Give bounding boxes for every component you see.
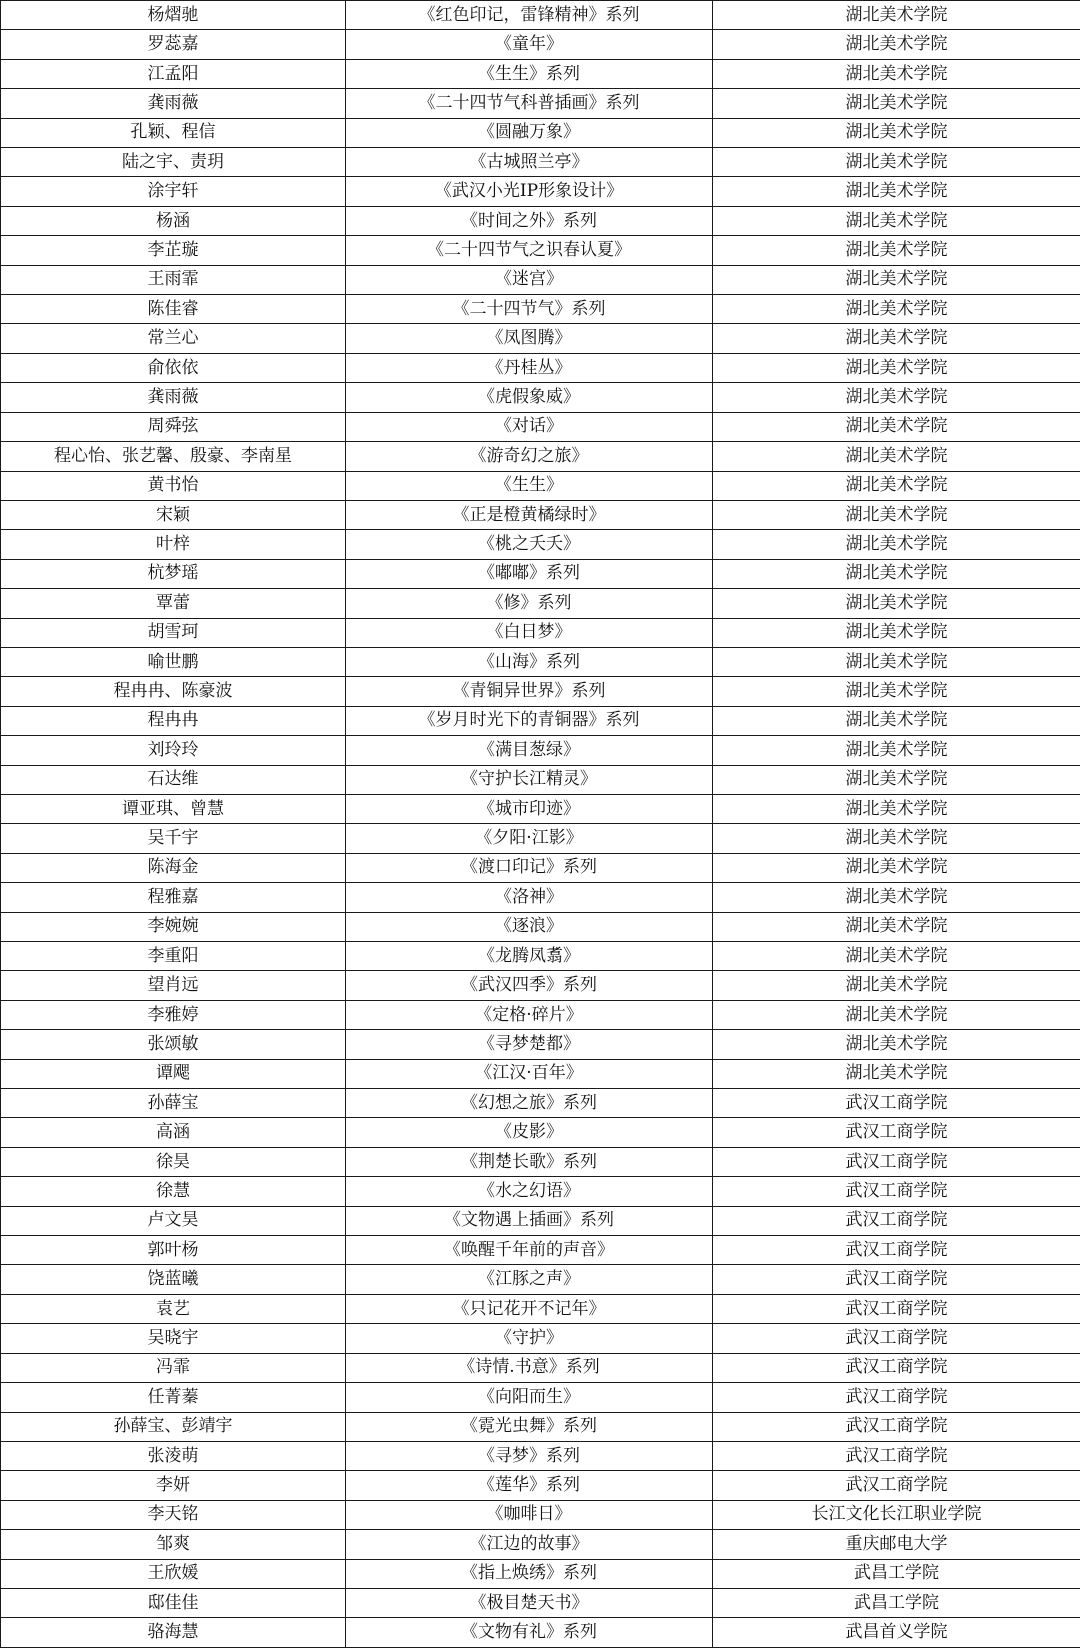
school-cell: 湖北美术学院 — [713, 383, 1080, 412]
work-title-cell: 《时间之外》系列 — [346, 206, 713, 235]
school-cell: 湖北美术学院 — [713, 559, 1080, 588]
work-title-cell: 《守护》 — [346, 1324, 713, 1353]
table-row — [1, 677, 1080, 706]
table-row — [1, 1206, 1080, 1235]
author-cell: 杭梦瑶 — [1, 559, 346, 588]
table-row — [1, 1412, 1080, 1441]
work-title-cell: 《江汉·百年》 — [346, 1059, 713, 1088]
school-cell: 武昌工学院 — [713, 1588, 1080, 1617]
work-title-cell: 《咖啡日》 — [346, 1500, 713, 1529]
work-title-cell: 《红色印记，雷锋精神》系列 — [346, 1, 713, 30]
author-cell: 李婉婉 — [1, 912, 346, 941]
author-cell: 郭叶杨 — [1, 1236, 346, 1265]
work-title-cell: 《莲华》系列 — [346, 1471, 713, 1500]
author-cell: 冯霏 — [1, 1353, 346, 1382]
author-cell: 涂宇轩 — [1, 177, 346, 206]
school-cell: 湖北美术学院 — [713, 236, 1080, 265]
author-cell: 龚雨薇 — [1, 383, 346, 412]
school-cell: 湖北美术学院 — [713, 1030, 1080, 1059]
table-row — [1, 383, 1080, 412]
author-cell: 喻世鹏 — [1, 647, 346, 676]
work-title-cell: 《生生》系列 — [346, 59, 713, 88]
table-row — [1, 1030, 1080, 1059]
table-row — [1, 1177, 1080, 1206]
work-title-cell: 《虎假象威》 — [346, 383, 713, 412]
school-cell: 武汉工商学院 — [713, 1236, 1080, 1265]
work-title-cell: 《向阳而生》 — [346, 1383, 713, 1412]
author-cell: 高涵 — [1, 1118, 346, 1147]
school-cell: 湖北美术学院 — [713, 706, 1080, 735]
author-cell: 饶蓝曦 — [1, 1265, 346, 1294]
table-row — [1, 442, 1080, 471]
work-title-cell: 《对话》 — [346, 412, 713, 441]
work-title-cell: 《凤图腾》 — [346, 324, 713, 353]
school-cell: 湖北美术学院 — [713, 618, 1080, 647]
table-row — [1, 1118, 1080, 1147]
work-title-cell: 《生生》 — [346, 471, 713, 500]
author-cell: 李重阳 — [1, 942, 346, 971]
author-cell: 卢文昊 — [1, 1206, 346, 1235]
school-cell: 武汉工商学院 — [713, 1265, 1080, 1294]
table-row — [1, 1059, 1080, 1088]
work-title-cell: 《水之幻语》 — [346, 1177, 713, 1206]
author-cell: 陈海金 — [1, 853, 346, 882]
school-cell: 长江文化长江职业学院 — [713, 1500, 1080, 1529]
work-title-cell: 《龙腾凤翥》 — [346, 942, 713, 971]
author-cell: 刘玲玲 — [1, 736, 346, 765]
work-title-cell: 《武汉四季》系列 — [346, 971, 713, 1000]
author-cell: 陆之宇、责玥 — [1, 148, 346, 177]
table-row — [1, 353, 1080, 382]
work-title-cell: 《满目葱绿》 — [346, 736, 713, 765]
author-cell: 杨涵 — [1, 206, 346, 235]
author-cell: 俞依依 — [1, 353, 346, 382]
author-cell: 邸佳佳 — [1, 1588, 346, 1617]
work-title-cell: 《岁月时光下的青铜器》系列 — [346, 706, 713, 735]
work-title-cell: 《寻梦》系列 — [346, 1441, 713, 1470]
work-title-cell: 《夕阳·江影》 — [346, 824, 713, 853]
table-row — [1, 1236, 1080, 1265]
school-cell: 湖北美术学院 — [713, 794, 1080, 823]
author-cell: 龚雨薇 — [1, 89, 346, 118]
work-title-cell: 《迷宫》 — [346, 265, 713, 294]
author-cell: 李芷璇 — [1, 236, 346, 265]
work-title-cell: 《武汉小光IP形象设计》 — [346, 177, 713, 206]
author-cell: 张淩萌 — [1, 1441, 346, 1470]
school-cell: 武汉工商学院 — [713, 1324, 1080, 1353]
author-cell: 李雅婷 — [1, 1000, 346, 1029]
author-cell: 吴晓宇 — [1, 1324, 346, 1353]
table-row — [1, 1265, 1080, 1294]
school-cell: 湖北美术学院 — [713, 412, 1080, 441]
table-row — [1, 1324, 1080, 1353]
work-title-cell: 《幻想之旅》系列 — [346, 1089, 713, 1118]
school-cell: 武汉工商学院 — [713, 1118, 1080, 1147]
school-cell: 湖北美术学院 — [713, 295, 1080, 324]
author-cell: 胡雪珂 — [1, 618, 346, 647]
work-title-cell: 《极目楚天书》 — [346, 1588, 713, 1617]
work-title-cell: 《寻梦楚都》 — [346, 1030, 713, 1059]
school-cell: 武汉工商学院 — [713, 1353, 1080, 1382]
author-cell: 李天铭 — [1, 1500, 346, 1529]
work-title-cell: 《嘟嘟》系列 — [346, 559, 713, 588]
work-title-cell: 《修》系列 — [346, 589, 713, 618]
school-cell: 湖北美术学院 — [713, 677, 1080, 706]
author-cell: 张颂敏 — [1, 1030, 346, 1059]
author-cell: 覃蕾 — [1, 589, 346, 618]
author-cell: 黄书怡 — [1, 471, 346, 500]
table-row — [1, 853, 1080, 882]
table-row — [1, 1471, 1080, 1500]
work-title-cell: 《洛神》 — [346, 883, 713, 912]
author-cell: 徐昊 — [1, 1147, 346, 1176]
table-row — [1, 471, 1080, 500]
work-title-cell: 《桃之夭夭》 — [346, 530, 713, 559]
work-title-cell: 《逐浪》 — [346, 912, 713, 941]
author-cell: 谭飔 — [1, 1059, 346, 1088]
table-row — [1, 148, 1080, 177]
work-title-cell: 《江豚之声》 — [346, 1265, 713, 1294]
table-row — [1, 971, 1080, 1000]
table-row — [1, 1530, 1080, 1559]
school-cell: 武昌首义学院 — [713, 1618, 1080, 1647]
author-cell: 王雨霏 — [1, 265, 346, 294]
work-title-cell: 《江边的故事》 — [346, 1530, 713, 1559]
school-cell: 湖北美术学院 — [713, 647, 1080, 676]
school-cell: 湖北美术学院 — [713, 1059, 1080, 1088]
work-title-cell: 《二十四节气科普插画》系列 — [346, 89, 713, 118]
author-cell: 石达维 — [1, 765, 346, 794]
table-row — [1, 647, 1080, 676]
work-title-cell: 《文物遇上插画》系列 — [346, 1206, 713, 1235]
table-row — [1, 1, 1080, 30]
author-cell: 陈佳睿 — [1, 295, 346, 324]
table-row — [1, 1147, 1080, 1176]
table-row — [1, 942, 1080, 971]
school-cell: 湖北美术学院 — [713, 59, 1080, 88]
work-title-cell: 《圆融万象》 — [346, 118, 713, 147]
table-row — [1, 794, 1080, 823]
school-cell: 武汉工商学院 — [713, 1294, 1080, 1323]
school-cell: 湖北美术学院 — [713, 30, 1080, 59]
work-title-cell: 《皮影》 — [346, 1118, 713, 1147]
author-cell: 程冉冉 — [1, 706, 346, 735]
school-cell: 武汉工商学院 — [713, 1177, 1080, 1206]
school-cell: 湖北美术学院 — [713, 530, 1080, 559]
school-cell: 湖北美术学院 — [713, 824, 1080, 853]
school-cell: 武汉工商学院 — [713, 1089, 1080, 1118]
table-row — [1, 59, 1080, 88]
author-cell: 程冉冉、陈豪波 — [1, 677, 346, 706]
work-title-cell: 《指上焕绣》系列 — [346, 1559, 713, 1588]
table-row — [1, 1383, 1080, 1412]
work-title-cell: 《二十四节气之识春认夏》 — [346, 236, 713, 265]
work-title-cell: 《青铜异世界》系列 — [346, 677, 713, 706]
school-cell: 湖北美术学院 — [713, 736, 1080, 765]
table-row — [1, 236, 1080, 265]
work-title-cell: 《只记花开不记年》 — [346, 1294, 713, 1323]
school-cell: 湖北美术学院 — [713, 853, 1080, 882]
work-title-cell: 《正是橙黄橘绿时》 — [346, 500, 713, 529]
school-cell: 湖北美术学院 — [713, 324, 1080, 353]
table-row — [1, 1559, 1080, 1588]
author-cell: 程心怡、张艺馨、殷豪、李南星 — [1, 442, 346, 471]
work-title-cell: 《渡口印记》系列 — [346, 853, 713, 882]
table-row — [1, 736, 1080, 765]
author-cell: 孙薛宝、彭靖宇 — [1, 1412, 346, 1441]
table-row — [1, 324, 1080, 353]
school-cell: 湖北美术学院 — [713, 177, 1080, 206]
table-row — [1, 1089, 1080, 1118]
school-cell: 武汉工商学院 — [713, 1147, 1080, 1176]
school-cell: 湖北美术学院 — [713, 148, 1080, 177]
table-row — [1, 500, 1080, 529]
table-row — [1, 295, 1080, 324]
school-cell: 湖北美术学院 — [713, 942, 1080, 971]
school-cell: 湖北美术学院 — [713, 1, 1080, 30]
school-cell: 武汉工商学院 — [713, 1412, 1080, 1441]
author-cell: 罗蕊嘉 — [1, 30, 346, 59]
work-title-cell: 《诗情.书意》系列 — [346, 1353, 713, 1382]
table-row — [1, 206, 1080, 235]
school-cell: 湖北美术学院 — [713, 353, 1080, 382]
school-cell: 湖北美术学院 — [713, 118, 1080, 147]
author-cell: 望肖远 — [1, 971, 346, 1000]
school-cell: 武汉工商学院 — [713, 1383, 1080, 1412]
work-title-cell: 《古城照兰亭》 — [346, 148, 713, 177]
work-title-cell: 《荆楚长歌》系列 — [346, 1147, 713, 1176]
table-row — [1, 1294, 1080, 1323]
table-row — [1, 618, 1080, 647]
table-row — [1, 530, 1080, 559]
work-title-cell: 《守护长江精灵》 — [346, 765, 713, 794]
school-cell: 武昌工学院 — [713, 1559, 1080, 1588]
work-title-cell: 《文物有礼》系列 — [346, 1618, 713, 1647]
work-title-cell: 《城市印迹》 — [346, 794, 713, 823]
table-row — [1, 412, 1080, 441]
results-table-body — [1, 1, 1080, 1648]
school-cell: 湖北美术学院 — [713, 883, 1080, 912]
table-row — [1, 589, 1080, 618]
author-cell: 程雅嘉 — [1, 883, 346, 912]
table-row — [1, 706, 1080, 735]
table-row — [1, 883, 1080, 912]
table-row — [1, 765, 1080, 794]
author-cell: 谭亚琪、曾慧 — [1, 794, 346, 823]
school-cell: 湖北美术学院 — [713, 265, 1080, 294]
table-row — [1, 30, 1080, 59]
author-cell: 袁艺 — [1, 1294, 346, 1323]
school-cell: 武汉工商学院 — [713, 1206, 1080, 1235]
table-row — [1, 177, 1080, 206]
work-title-cell: 《丹桂丛》 — [346, 353, 713, 382]
school-cell: 湖北美术学院 — [713, 206, 1080, 235]
author-cell: 孙薛宝 — [1, 1089, 346, 1118]
author-cell: 杨熠驰 — [1, 1, 346, 30]
work-title-cell: 《山海》系列 — [346, 647, 713, 676]
author-cell: 孔颖、程信 — [1, 118, 346, 147]
author-cell: 江孟阳 — [1, 59, 346, 88]
author-cell: 李妍 — [1, 1471, 346, 1500]
table-row — [1, 1441, 1080, 1470]
work-title-cell: 《童年》 — [346, 30, 713, 59]
author-cell: 王欣媛 — [1, 1559, 346, 1588]
author-cell: 徐慧 — [1, 1177, 346, 1206]
table-row — [1, 824, 1080, 853]
table-row — [1, 912, 1080, 941]
table-row — [1, 559, 1080, 588]
table-row — [1, 1353, 1080, 1382]
school-cell: 湖北美术学院 — [713, 1000, 1080, 1029]
table-row — [1, 265, 1080, 294]
table-row — [1, 1500, 1080, 1529]
table-row — [1, 89, 1080, 118]
author-cell: 邹爽 — [1, 1530, 346, 1559]
school-cell: 重庆邮电大学 — [713, 1530, 1080, 1559]
work-title-cell: 《游奇幻之旅》 — [346, 442, 713, 471]
author-cell: 周舜弦 — [1, 412, 346, 441]
work-title-cell: 《白日梦》 — [346, 618, 713, 647]
table-row — [1, 118, 1080, 147]
school-cell: 武汉工商学院 — [713, 1441, 1080, 1470]
author-cell: 常兰心 — [1, 324, 346, 353]
work-title-cell: 《唤醒千年前的声音》 — [346, 1236, 713, 1265]
table-row — [1, 1588, 1080, 1617]
work-title-cell: 《霓光虫舞》系列 — [346, 1412, 713, 1441]
school-cell: 湖北美术学院 — [713, 765, 1080, 794]
school-cell: 湖北美术学院 — [713, 589, 1080, 618]
author-cell: 骆海慧 — [1, 1618, 346, 1647]
table-row — [1, 1000, 1080, 1029]
work-title-cell: 《定格·碎片》 — [346, 1000, 713, 1029]
school-cell: 湖北美术学院 — [713, 500, 1080, 529]
author-cell: 宋颖 — [1, 500, 346, 529]
school-cell: 湖北美术学院 — [713, 971, 1080, 1000]
school-cell: 湖北美术学院 — [713, 89, 1080, 118]
author-cell: 叶梓 — [1, 530, 346, 559]
school-cell: 武汉工商学院 — [713, 1471, 1080, 1500]
school-cell: 湖北美术学院 — [713, 442, 1080, 471]
author-cell: 任菁蓁 — [1, 1383, 346, 1412]
school-cell: 湖北美术学院 — [713, 471, 1080, 500]
work-title-cell: 《二十四节气》系列 — [346, 295, 713, 324]
school-cell: 湖北美术学院 — [713, 912, 1080, 941]
author-cell: 吴千宇 — [1, 824, 346, 853]
